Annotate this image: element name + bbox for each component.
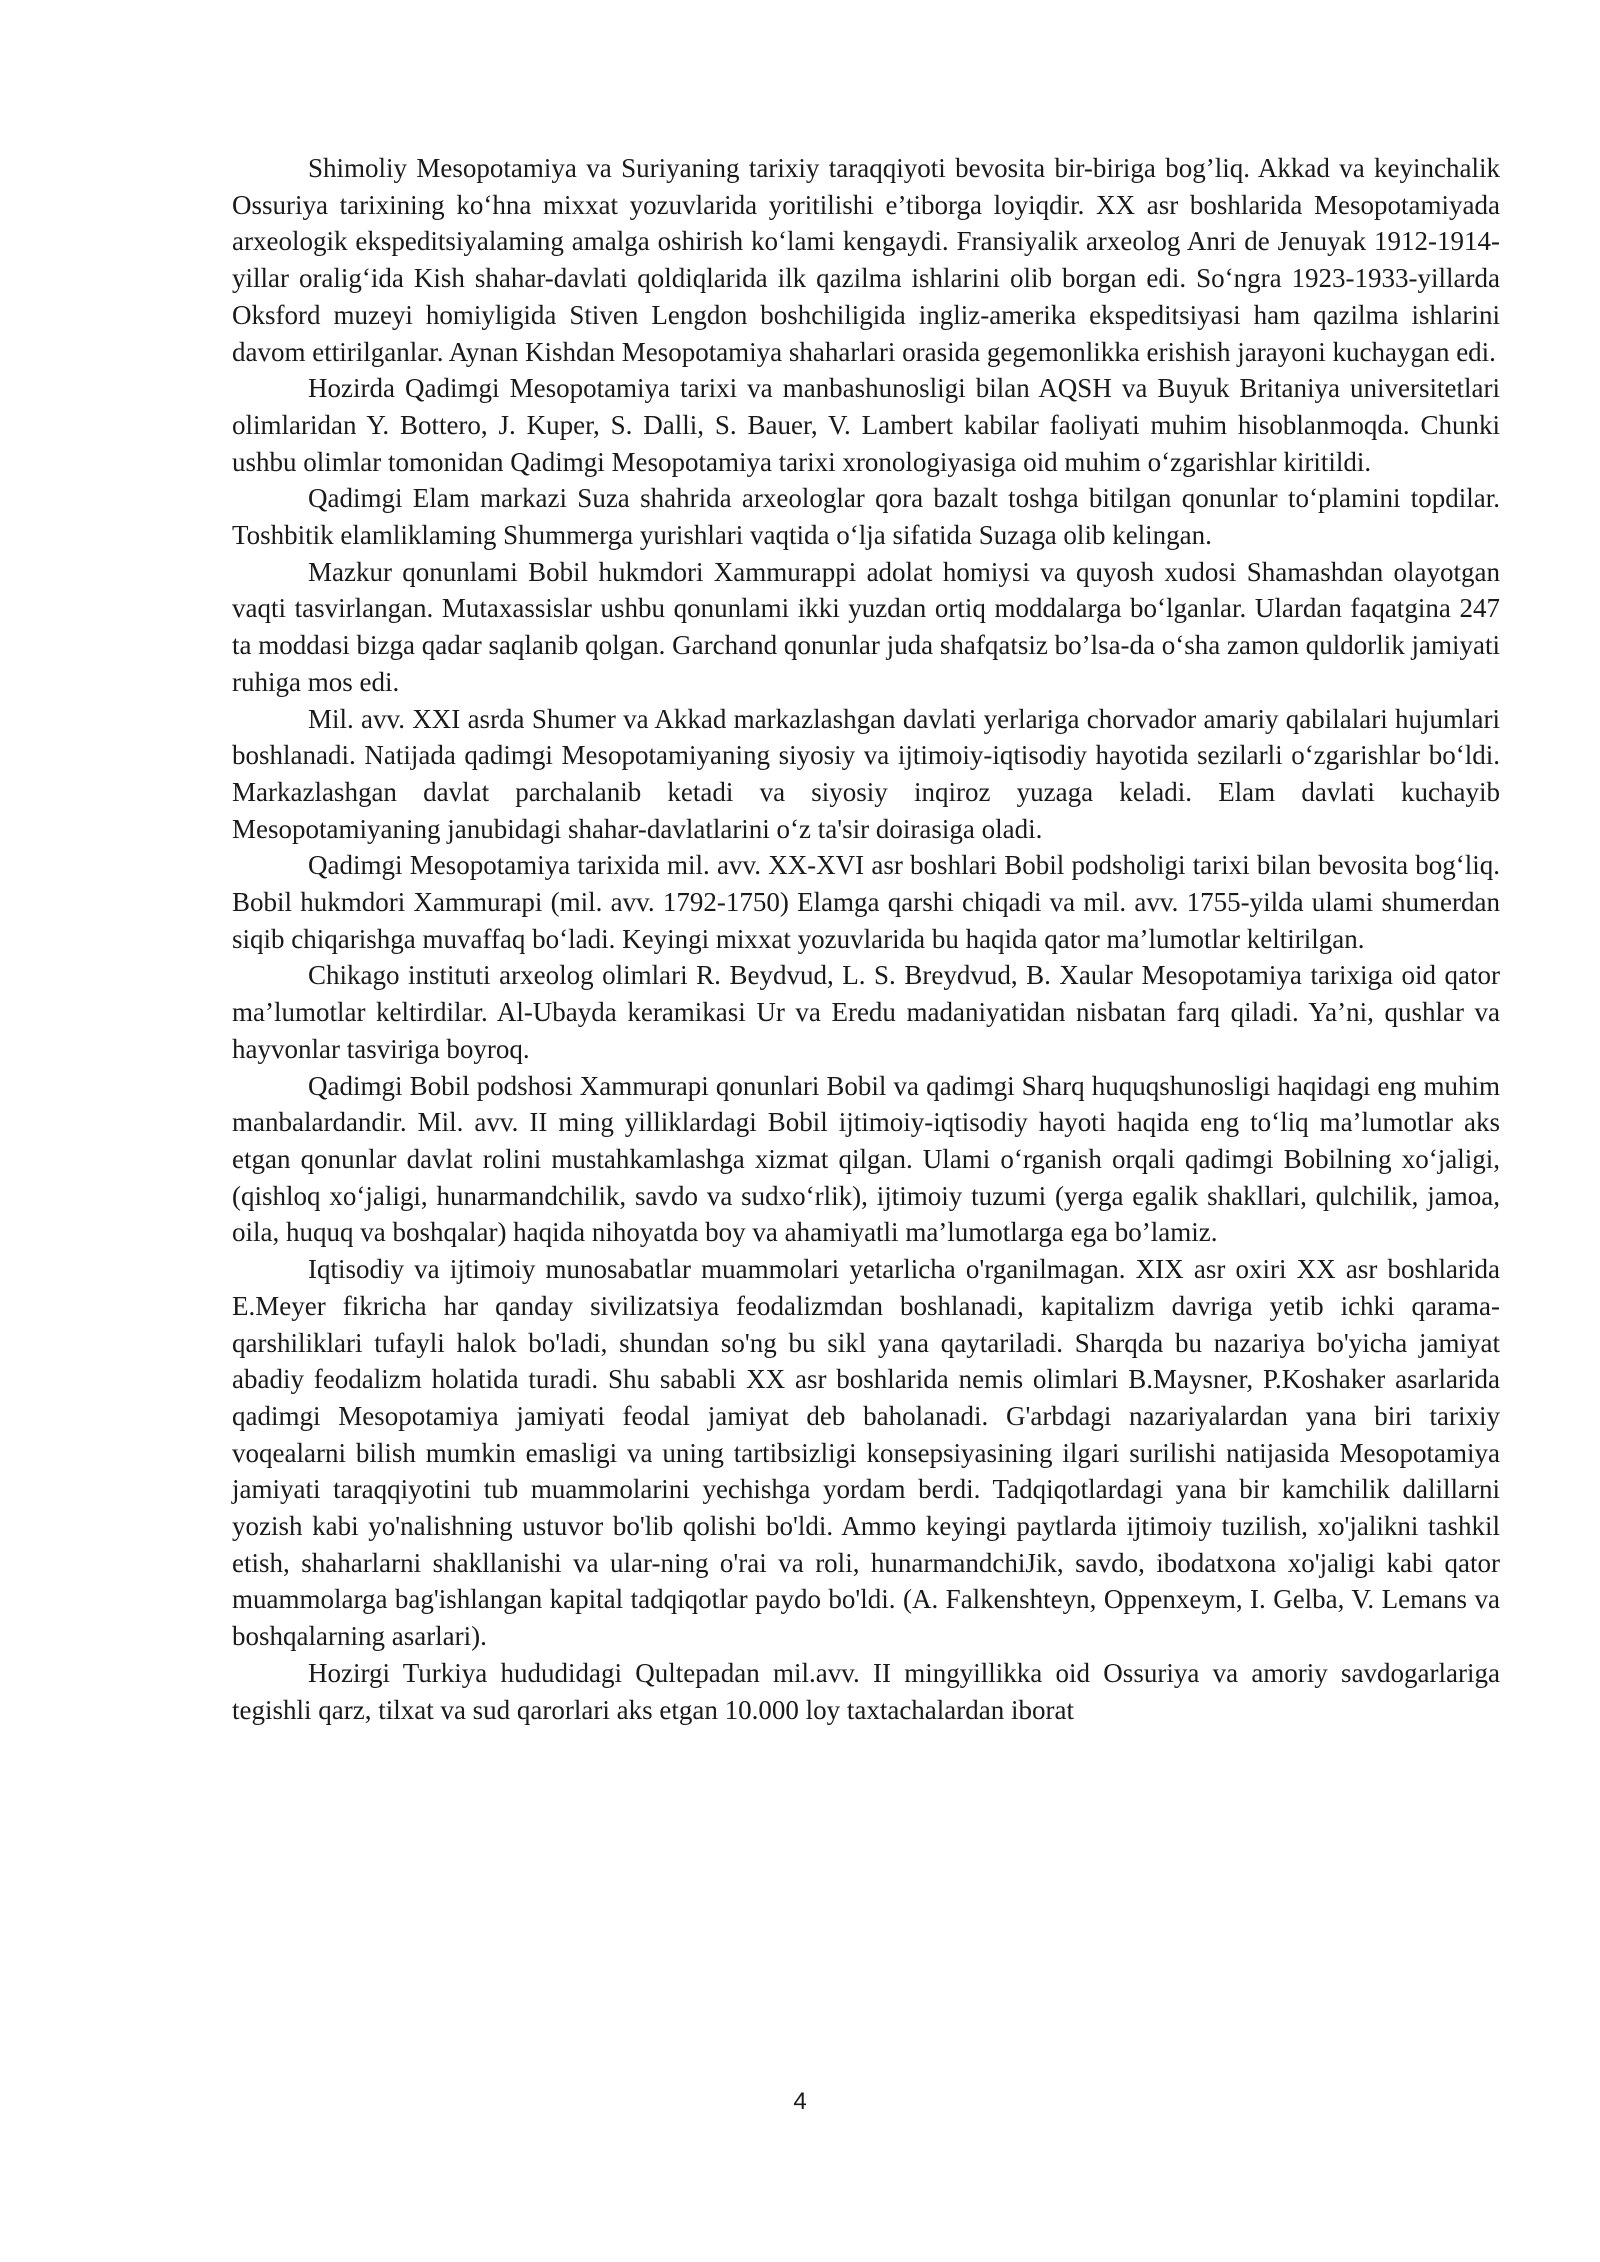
page-number: 4 <box>793 2088 807 2115</box>
paragraph-3: Qadimgi Elam markazi Suza shahrida arxeologlar qora bazalt toshga bitilgan qonunlar to‘plamini topdilar. Toshbitik elamliklaming Shummerga yurishlari vaqtida o‘lja sifatida Suzaga olib kelingan. <box>232 483 1500 551</box>
paragraph-6: Qadimgi Mesopotamiya tarixida mil. avv. XX-XVI asr boshlari Bobil podsholigi tarixi bilan bevosita bog‘liq. Bobil hukmdori Xammurapi (mil. avv. 1792-1750) Elamga qarshi chiqadi va mil. avv. 1755-yilda ulami shumerdan siqib chiqarishga muvaffaq bo‘ladi. Keyingi mixxat yozuvlarida bu haqida qator ma’lumotlar keltirilgan. <box>232 850 1500 954</box>
paragraph-9: Iqtisodiy va ijtimoiy munosabatlar muammolari yetarlicha o'rganilmagan. XIX asr oxiri XX asr boshlarida E.Meyer fikricha har qanday sivilizatsiya feodalizmdan boshlanadi, kapitalizm davriga yetib ichki qarama-qarshiliklari tufayli halok bo'ladi, shundan so'ng bu sikl yana qaytariladi. Sharqda bu nazariya bo'yicha jamiyat abadiy feodalizm holatida turadi. Shu sababli XX asr boshlarida nemis olimlari B.Maysner, P.Koshaker asarlarida qadimgi Mesopotamiya jamiyati feodal jamiyat deb baholanadi. G'arbdagi nazariyalardan yana biri tarixiy voqealarni bilish mumkin emasligi va uning tartibsizligi konsepsiyasining ilgari surilishi natijasida Mesopotamiya jamiyati taraqqiyotini tub muammolarini yechishga yordam berdi. Tadqiqotlardagi yana bir kamchilik dalillarni yozish kabi yo'nalishning ustuvor bo'lib qolishi bo'ldi. Ammo keyingi paytlarda ijtimoiy tuzilish, xo'jalikni tashkil etish, shaharlarni shakllanishi va ular-ning o'rai va roli, hunarmandchiJik, savdo, ibodatxona xo'jaligi kabi qator muammolarga bag'ishlangan kapital tadqiqotlar paydo bo'ldi. (A. Falkenshteyn, Oppenxeym, I. Gelba, V. Lemans va boshqalarning asarlari). <box>232 1254 1500 1652</box>
paragraph-5: Mil. avv. XXI asrda Shumer va Akkad markazlashgan davlati yerlariga chorvador amariy qabilalari hujumlari boshlanadi. Natijada qadimgi Mesopotamiyaning siyosiy va ijtimoiy-iqtisodiy hayotida sezilarli o‘zgarishlar bo‘ldi. Markazlashgan davlat parchalanib ketadi va siyosiy inqiroz yuzaga keladi. Elam davlati kuchayib Mesopotamiyaning janubidagi shahar-davlatlarini o‘z ta'sir doirasiga oladi. <box>232 703 1500 844</box>
paragraph-7: Chikago instituti arxeolog olimlari R. Beydvud, L. S. Breydvud, B. Xaular Mesopotamiya tarixiga oid qator ma’lumotlar keltirdilar. Al-Ubayda keramikasi Ur va Eredu madaniyatidan nisbatan farq qiladi. Ya’ni, qushlar va hayvonlar tasviriga boyroq. <box>232 960 1500 1064</box>
paragraph-4: Mazkur qonunlami Bobil hukmdori Xammurappi adolat homiysi va quyosh xudosi Shamashdan olayotgan vaqti tasvirlangan. Mutaxassislar ushbu qonunlami ikki yuzdan ortiq moddalarga bo‘lganlar. Ulardan faqatgina 247 ta moddasi bizga qadar saqlanib qolgan. Garchand qonunlar juda shafqatsiz bo’lsa-da o‘sha zamon quldorlik jamiyati ruhiga mos edi. <box>232 556 1500 697</box>
paragraph-1: Shimoliy Mesopotamiya va Suriyaning tarixiy taraqqiyoti bevosita bir-biriga bog’liq. Akkad va keyinchalik Ossuriya tarixining ko‘hna mixxat yozuvlarida yoritilishi e’tiborga loyiqdir. XX asr boshlarida Mesopotamiyada arxeologik ekspeditsiyalaming amalga oshirish ko‘lami kengaydi. Fransiyalik arxeolog Anri de Jenuyak 1912-1914- yillar oralig‘ida Kish shahar-davlati qoldiqlarida ilk qazilma ishlarini olib borgan edi. So‘ngra 1923-1933-yillarda Oksford muzeyi homiyligida Stiven Lengdon boshchiligida ingliz-amerika ekspeditsiyasi ham qazilma ishlarini davom ettirilganlar. Aynan Kishdan Mesopotamiya shaharlari orasida gegemonlikka erishish jarayoni kuchaygan edi. <box>232 153 1500 367</box>
document-body <box>232 150 1500 1728</box>
paragraph-10: Hozirgi Turkiya hududidagi Qultepadan mil.avv. II mingyillikka oid Ossuriya va amoriy savdogarlariga tegishli qarz, tilxat va sud qarorlari aks etgan 10.000 loy taxtachalardan iborat <box>232 1657 1500 1725</box>
paragraph-8: Qadimgi Bobil podshosi Xammurapi qonunlari Bobil va qadimgi Sharq huquqshunosligi haqidagi eng muhim manbalardandir. Mil. avv. II ming yilliklardagi Bobil ijtimoiy-iqtisodiy hayoti haqida eng to‘liq ma’lumotlar aks etgan qonunlar davlat rolini mustahkamlashga xizmat qilgan. Ulami o‘rganish orqali qadimgi Bobilning xo‘jaligi, (qishloq xo‘jaligi, hunarmandchilik, savdo va sudxo‘rlik), ijtimoiy tuzumi (yerga egalik shakllari, qulchilik, jamoa, oila, huquq va boshqalar) haqida nihoyatda boy va ahamiyatli ma’lumotlarga ega bo’lamiz. <box>232 1070 1500 1248</box>
paragraph-2: Hozirda Qadimgi Mesopotamiya tarixi va manbashunosligi bilan AQSH va Buyuk Britaniya universitetlari olimlaridan Y. Bottero, J. Kuper, S. Dalli, S. Bauer, V. Lambert kabilar faoliyati muhim hisoblanmoqda. Chunki ushbu olimlar tomonidan Qadimgi Mesopotamiya tarixi xronologiyasiga oid muhim o‘zgarishlar kiritildi. <box>232 373 1500 477</box>
